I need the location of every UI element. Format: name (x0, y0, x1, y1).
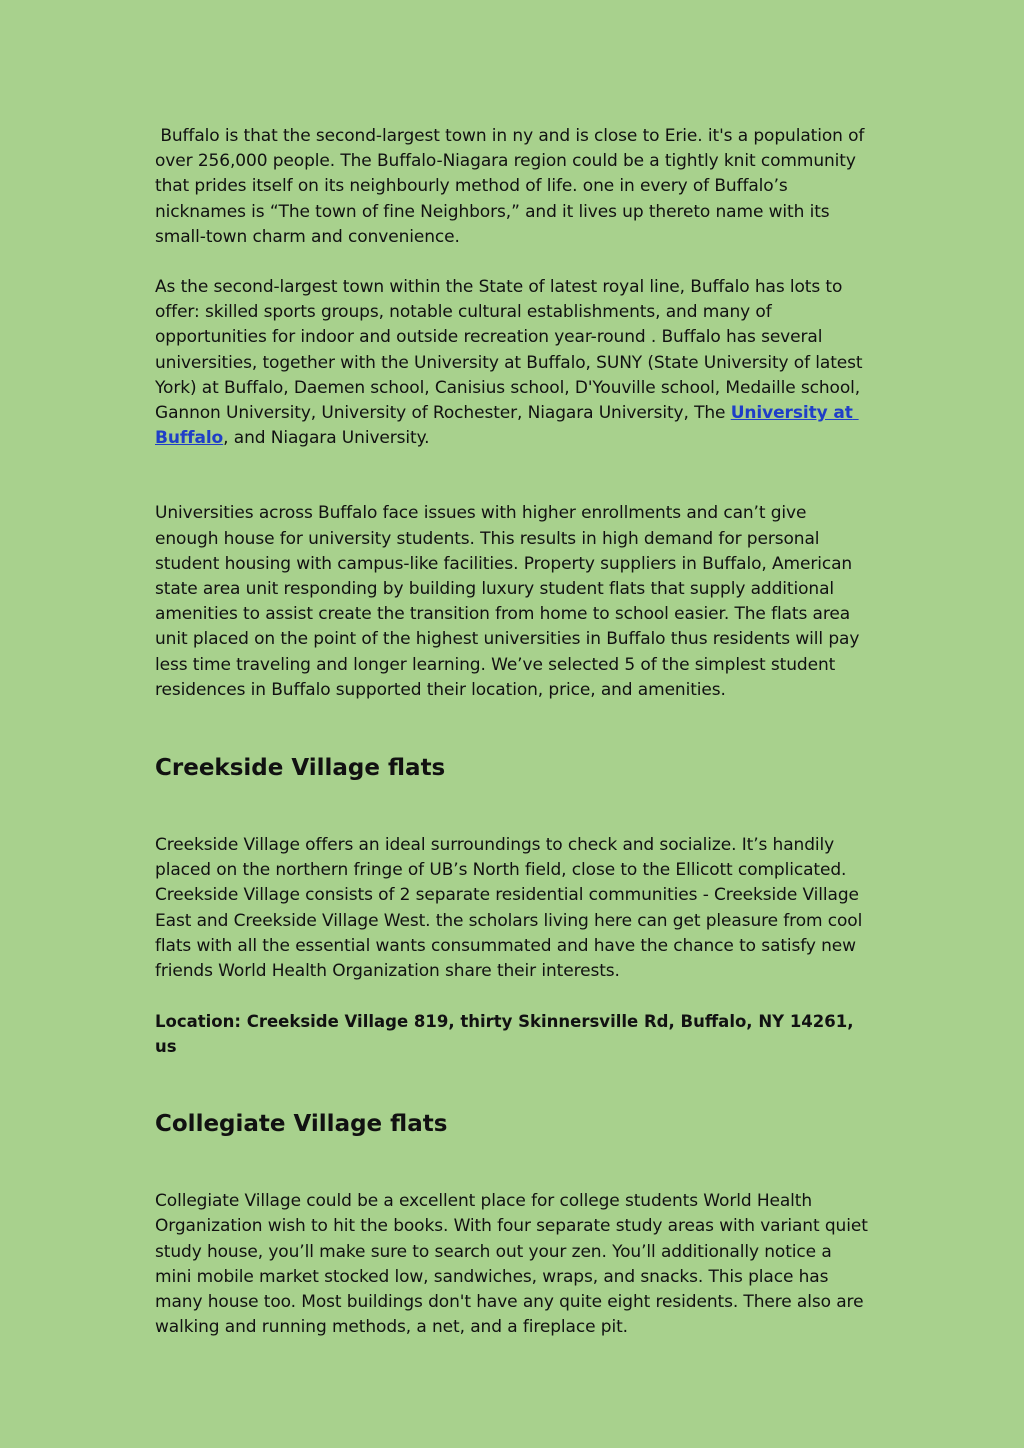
intro-paragraph: Buffalo is that the second-largest town in ny and is close to Erie. it's a population of over 256,000 people. The Buffalo-Niagara region could be a tightly knit community that prides itself on its neighbourly method of life. one in every of Buffalo’s nicknames is “The town of fine Neighbors,” and it lives up thereto name with its small-town charm and convenience. (155, 126, 870, 247)
collegiate-heading: Collegiate Village flats (155, 1111, 448, 1138)
creekside-location: Location: Creekside Village 819, thirty Skinnersville Rd, Buffalo, NY 14261, us (155, 1012, 854, 1057)
section-spacer (155, 1139, 873, 1189)
section-spacer (155, 703, 873, 753)
collegiate-paragraph: Collegiate Village could be a excellent place for college students World Health Organization wish to hit the books. With four separate study areas with variant quiet study house, you’ll make sure to search out your zen. You’ll additionally notice a mini mobile market stocked low, sandwiches, wraps, and snacks. This place has many house too. Most buildings don't have any quite eight residents. There also are walking and running methods, a net, and a fireplace pit. (155, 1191, 874, 1338)
universities-text-after-link: , and Niagara University. (223, 428, 430, 449)
section-spacer (155, 1059, 873, 1109)
creekside-heading: Creekside Village flats (155, 755, 446, 782)
paragraph-spacer (155, 984, 873, 1009)
housing-paragraph: Universities across Buffalo face issues with higher enrollments and can’t give enough house for university students. This results in high demand for personal student housing with campus-like facilities. Property suppliers in Buffalo, American state area unit responding by building luxury student flats that supply additional amenities to assist create the transition from home to school easier. The flats area unit placed on the point of the highest universities in Buffalo thus residents will pay less time traveling and longer learning. We’ve selected 5 of the simplest student residences in Buffalo supported their location, price, and amenities. (155, 503, 865, 700)
document-content (155, 124, 873, 1341)
paragraph-spacer (155, 451, 873, 501)
section-spacer (155, 783, 873, 833)
paragraph-spacer (155, 250, 873, 275)
university-at-buffalo-link[interactable]: University at Buffalo (155, 403, 859, 449)
universities-text-before-link: As the second-largest town within the State of latest royal line, Buffalo has lots to offer: skilled sports groups, notable cultural establishments, and many of opportunities for indoor and outside recreation year-round . Buffalo has several universities, together with the University at Buffalo, SUNY (State University of latest York) at Buffalo, Daemen school, Canisius school, D'Youville school, Medaille school, Gannon University, University of Rochester, Niagara University, The (155, 277, 868, 424)
creekside-paragraph: Creekside Village offers an ideal surroundings to check and socialize. It’s handily placed on the northern fringe of UB’s North field, close to the Ellicott complicated. Creekside Village consists of 2 separate residential communities - Creekside Village East and Creekside Village West. the scholars living here can get pleasure from cool flats with all the essential wants consummated and have the chance to satisfy new friends World Health Organization share their interests. (155, 835, 868, 982)
universities-paragraph (155, 275, 873, 451)
